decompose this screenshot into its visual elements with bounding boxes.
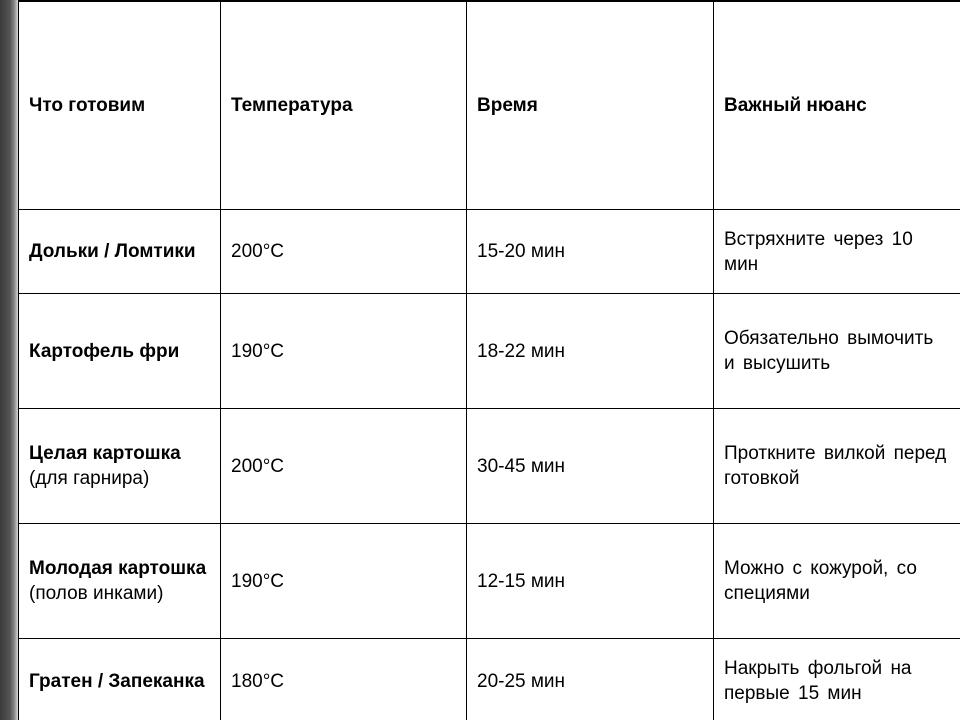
time-cell: 18-22 мин <box>467 294 714 409</box>
dish-cell <box>19 639 221 720</box>
nuance-cell: Проткните вилкой перед готовкой <box>714 409 960 524</box>
nuance-cell: Встряхните через 10 мин <box>714 210 960 294</box>
header-nuance: Важный нюанс <box>714 1 960 210</box>
table-row <box>19 524 960 639</box>
temperature-cell: 200°C <box>221 409 467 524</box>
temperature-cell: 200°C <box>221 210 467 294</box>
table-row <box>19 294 960 409</box>
time-cell: 30-45 мин <box>467 409 714 524</box>
slide-edge-shadow <box>0 0 18 720</box>
dish-cell <box>19 409 221 524</box>
table-header-row <box>19 1 960 210</box>
dish-cell <box>19 294 221 409</box>
dish-name: Дольки / Ломтики <box>29 241 196 262</box>
dish-note: (полов инками) <box>29 583 164 604</box>
table-row <box>19 210 960 294</box>
table-row <box>19 639 960 720</box>
header-time: Время <box>467 1 714 210</box>
potato-cooking-table <box>18 0 960 720</box>
temperature-cell: 190°C <box>221 294 467 409</box>
nuance-cell: Можно с кожурой, со специями <box>714 524 960 639</box>
dish-name: Гратен / Запеканка <box>29 670 205 692</box>
nuance-cell: Обязательно вымочить и высушить <box>714 294 960 409</box>
dish-note: (для гарнира) <box>29 468 150 489</box>
temperature-cell: 190°C <box>221 524 467 639</box>
dish-cell <box>19 210 221 294</box>
dish-name: Картофель фри <box>29 340 180 362</box>
header-dish: Что готовим <box>19 1 221 210</box>
table-row <box>19 409 960 524</box>
header-temperature: Температура <box>221 1 467 210</box>
dish-name: Молодая картошка <box>29 558 207 579</box>
dish-name: Целая картошка <box>29 443 181 464</box>
time-cell: 12-15 мин <box>467 524 714 639</box>
dish-cell <box>19 524 221 639</box>
time-cell: 20-25 мин <box>467 639 714 720</box>
nuance-cell: Накрыть фольгой на первые 15 мин <box>714 639 960 720</box>
time-cell: 15-20 мин <box>467 210 714 294</box>
temperature-cell: 180°C <box>221 639 467 720</box>
